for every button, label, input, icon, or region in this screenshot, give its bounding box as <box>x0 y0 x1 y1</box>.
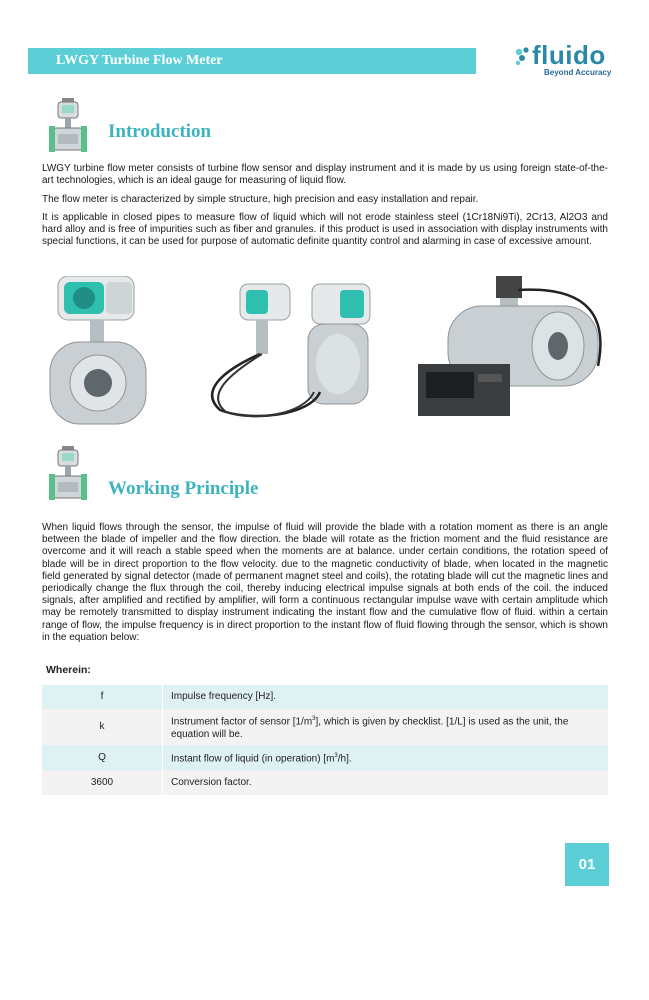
symbol-cell: Q <box>98 751 106 763</box>
superscript: 3 <box>312 716 316 723</box>
table-row <box>42 685 608 709</box>
description-part: ], which is given by checklist. [1/L] is used as the unit, the equation will be. <box>171 716 569 740</box>
wherein-table <box>42 685 608 795</box>
page-number: 01 <box>565 843 609 886</box>
banner-title: LWGY Turbine Flow Meter <box>56 53 223 68</box>
description-part: /h]. <box>337 753 352 765</box>
superscript: 3 <box>334 752 338 759</box>
description-text: Impulse frequency [Hz]. <box>171 691 277 702</box>
description-part: Instant flow of liquid (in operation) [m <box>171 753 335 765</box>
description-cell <box>162 685 608 709</box>
description-cell <box>162 770 608 795</box>
table-row <box>42 709 608 745</box>
intro-paragraph-3: It is applicable in closed pipes to measure flow of liquid which will not erode stainless steel (1Cr18Ni9Ti), 2Cr13, Al2O3 and hard alloy and is free of impurities such as fiber and granules. if this product is used in association with display instruments with special functions, it can be used for purpose of automatic definite quantity control and alarming in case of excessive amount. <box>42 212 608 248</box>
logo-tagline: Beyond Accuracy <box>544 68 612 77</box>
table-row <box>42 745 608 770</box>
introduction-title: Introduction <box>108 121 212 142</box>
product-photo-cable-meters <box>200 282 380 420</box>
description-cell <box>162 745 608 770</box>
symbol-cell: f <box>100 691 104 702</box>
flow-meter-section-icon-2 <box>48 444 88 504</box>
working-principle-paragraph: When liquid flows through the sensor, the impulse of fluid will provide the blade with a rotation moment as there is an angle between the blade of impeller and the flow direction. the blade will rotate as the friction moment and the fluid resistance are overcome and it will reach a stable speed when the moments are at balance. under certain conditions, the rotation speed of blade will be in direct proportion to the flow velocity. due to the magnetic conductivity of blade, when located in the magnetic field generated by signal detector (made of permanent magnet steel and coils), the rotating blade will cut the magnetic lines and periodically change the flux through the coil, thereby inducing electrical impulse signals at both ends of the coil. the induced signals, after amplified and rectified by amplifier, will form a continuous rectangular impulse wave with certain amplitude which may be remotely transmitted to display instrument indicating the instant flow and the cumulative flow of fluid. within a certain range of flow, the impulse frequency is in direct proportion to the instant flow of fluid flowing through the sensor, which is shown in the equation below: <box>42 522 608 643</box>
description-text: Conversion factor. <box>171 776 252 788</box>
intro-paragraph-2: The flow meter is characterized by simple structure, high precision and easy installation and repair. <box>42 194 479 205</box>
logo-drops-icon <box>514 46 532 68</box>
symbol-cell: k <box>99 721 105 732</box>
product-photo-flanged-meter <box>46 276 150 426</box>
description-text <box>171 713 594 740</box>
header-banner <box>28 48 476 74</box>
description-part: Instrument factor of sensor [1/m <box>171 716 313 728</box>
logo-wordmark: fluido <box>532 40 606 70</box>
working-principle-title: Working Principle <box>108 478 259 499</box>
intro-paragraph-1: LWGY turbine flow meter consists of turbine flow sensor and display instrument and it is made by us using foreign state-of-the-art technologies, which is an ideal gauge for measuring of liquid flow. <box>42 163 608 187</box>
table-row <box>42 770 608 795</box>
description-text <box>171 750 352 765</box>
brand-logo <box>514 42 624 80</box>
flow-meter-section-icon <box>48 96 88 156</box>
description-cell <box>162 709 608 745</box>
wherein-label: Wherein: <box>46 664 91 676</box>
symbol-cell: 3600 <box>90 776 114 788</box>
product-photo-meter-with-display <box>408 276 618 418</box>
